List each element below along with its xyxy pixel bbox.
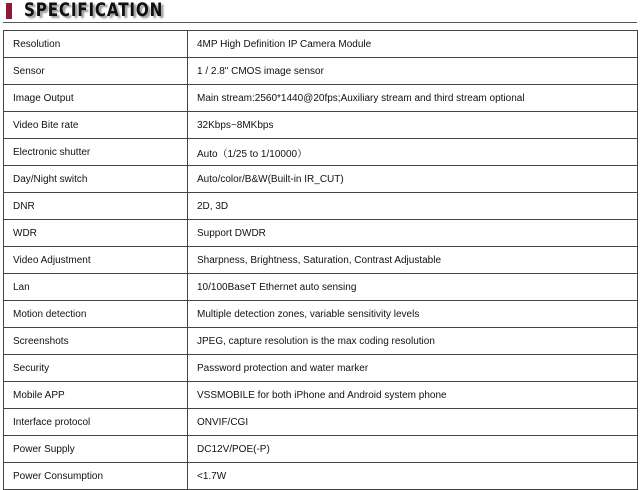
spec-value: DC12V/POE(-P) — [188, 436, 638, 463]
table-row — [4, 328, 638, 355]
spec-label: Power Supply — [4, 436, 188, 463]
spec-value: 10/100BaseT Ethernet auto sensing — [188, 274, 638, 301]
divider — [3, 22, 637, 23]
spec-value: Auto（1/25 to 1/10000） — [188, 139, 638, 166]
spec-value: Password protection and water marker — [188, 355, 638, 382]
spec-label: Motion detection — [4, 301, 188, 328]
spec-value: ONVIF/CGI — [188, 409, 638, 436]
spec-label: WDR — [4, 220, 188, 247]
table-row — [4, 247, 638, 274]
spec-value: Sharpness, Brightness, Saturation, Contrast Adjustable — [188, 247, 638, 274]
table-row — [4, 58, 638, 85]
accent-bar — [6, 3, 12, 19]
spec-label: Security — [4, 355, 188, 382]
table-row — [4, 220, 638, 247]
spec-value: 2D, 3D — [188, 193, 638, 220]
spec-label: Day/Night switch — [4, 166, 188, 193]
spec-table — [3, 30, 638, 490]
spec-value: 1 / 2.8" CMOS image sensor — [188, 58, 638, 85]
spec-value: VSSMOBILE for both iPhone and Android system phone — [188, 382, 638, 409]
table-row — [4, 409, 638, 436]
spec-value: Auto/color/B&W(Built-in IR_CUT) — [188, 166, 638, 193]
spec-value: 4MP High Definition IP Camera Module — [188, 31, 638, 58]
spec-label: Power Consumption — [4, 463, 188, 490]
table-row — [4, 193, 638, 220]
spec-label: Interface protocol — [4, 409, 188, 436]
spec-label: Electronic shutter — [4, 139, 188, 166]
spec-value: JPEG, capture resolution is the max coding resolution — [188, 328, 638, 355]
table-row — [4, 382, 638, 409]
spec-value: <1.7W — [188, 463, 638, 490]
table-row — [4, 31, 638, 58]
spec-value: Support DWDR — [188, 220, 638, 247]
spec-label: Sensor — [4, 58, 188, 85]
spec-label: Mobile APP — [4, 382, 188, 409]
spec-label: Image Output — [4, 85, 188, 112]
table-row — [4, 355, 638, 382]
spec-label: Video Adjustment — [4, 247, 188, 274]
table-row — [4, 436, 638, 463]
spec-label: Resolution — [4, 31, 188, 58]
spec-label: DNR — [4, 193, 188, 220]
table-row — [4, 85, 638, 112]
table-row — [4, 463, 638, 490]
spec-value: Main stream:2560*1440@20fps;Auxiliary stream and third stream optional — [188, 85, 638, 112]
table-row — [4, 301, 638, 328]
table-row — [4, 139, 638, 166]
spec-label: Lan — [4, 274, 188, 301]
table-row — [4, 274, 638, 301]
spec-label: Video Bite rate — [4, 112, 188, 139]
spec-value: 32Kbps~8MKbps — [188, 112, 638, 139]
section-title: SPECIFICATION — [24, 0, 164, 21]
table-row — [4, 112, 638, 139]
spec-label: Screenshots — [4, 328, 188, 355]
spec-value: Multiple detection zones, variable sensitivity levels — [188, 301, 638, 328]
table-row — [4, 166, 638, 193]
section-header — [0, 0, 640, 24]
